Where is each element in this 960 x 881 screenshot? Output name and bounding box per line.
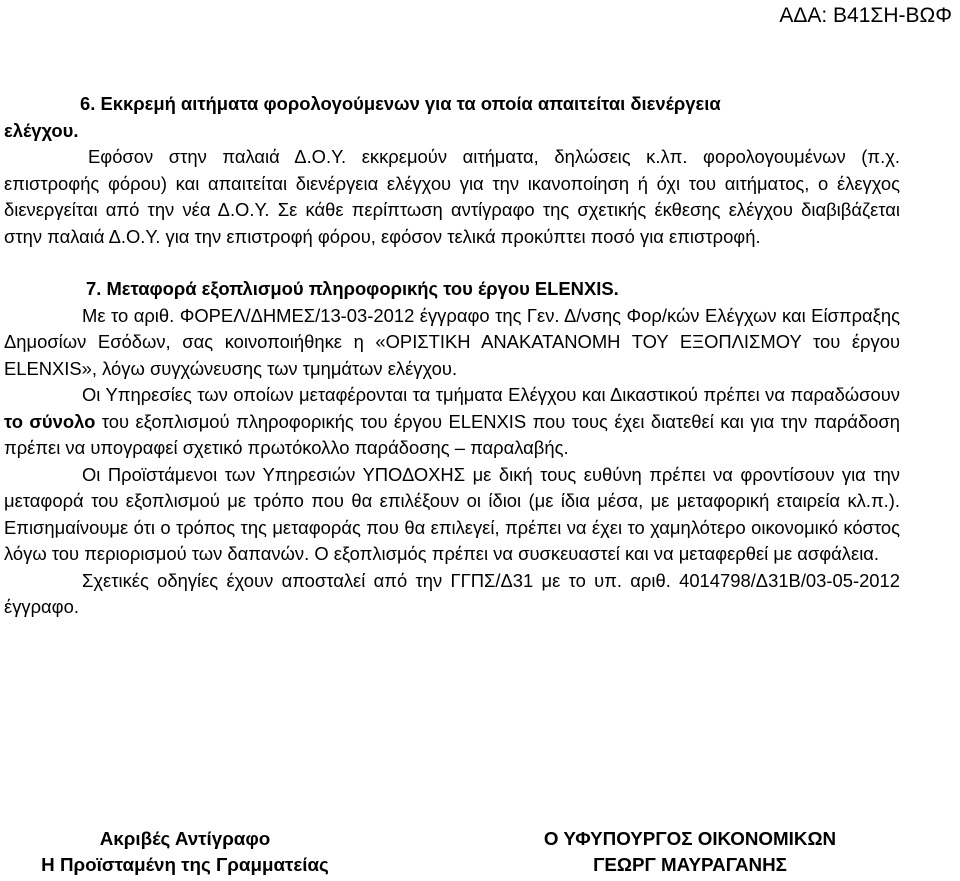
- deputy-minister-title: Ο ΥΦΥΠΟΥΡΓΟΣ ΟΙΚΟΝΟΜΙΚΩΝ: [543, 828, 837, 849]
- p2-text-after: του εξοπλισμού πληροφορικής του έργου ELENXIS που τους έχει διατεθεί και για την παράδοση πρέπει να υπογραφεί σχετικό πρωτόκολλο παράδοσης – παραλαβής.: [4, 410, 900, 458]
- section-6-heading: [4, 91, 900, 144]
- signature-block-right: [512, 826, 868, 878]
- p2-bold-text: το σύνολο: [4, 410, 96, 432]
- section-6-body: Εφόσον στην παλαιά Δ.Ο.Υ. εκκρεμούν αιτήματα, δηλώσεις κ.λπ. φορολογουμένων (π.χ. επιστροφής φόρου) και απαιτείται διενέργεια ελέγχου για την ικανοποίηση ή όχι του αιτήματος, ο έλεγχος διενεργείται από την νέα Δ.Ο.Υ. Σε κάθε περίπτωση αντίγραφο της σχετικής έκθεσης ελέγχου διαβιβάζεται στην παλαιά Δ.Ο.Υ. για την επιστροφή φόρου, εφόσον τελικά προκύπτει ποσό για επιστροφή.: [4, 146, 900, 247]
- document-ada-code: ΑΔΑ: Β41ΣΗ-ΒΩΦ: [779, 4, 952, 27]
- section-7-paragraph-2: [4, 382, 900, 462]
- section-6-heading-line1: 6. Εκκρεμή αιτήματα φορολογούμενων για τα οποία απαιτείται διενέργεια: [80, 93, 721, 114]
- section-7-paragraph-1: Με το αριθ. ΦΟΡΕΛ/ΔΗΜΕΣ/13-03-2012 έγγραφο της Γεν. Δ/νσης Φορ/κών Ελέγχων και Είσπραξης Δημοσίων Εσόδων, σας κοινοποιήθηκε η «ΟΡΙΣΤΙΚΗ ΑΝΑΚΑΤΑΝΟΜΗ ΤΟΥ ΕΞΟΠΛΙΣΜΟΥ του έργου ELENXIS», λόγω συγχώνευσης των τμημάτων ελέγχου.: [4, 304, 900, 379]
- section-7-heading: [4, 276, 900, 303]
- document-body: [4, 91, 900, 621]
- signature-block-left: [40, 826, 330, 878]
- p2-text-before: Οι Υπηρεσίες των οποίων μεταφέρονται τα τμήματα Ελέγχου και Δικαστικού πρέπει να παραδώσουν: [82, 384, 900, 405]
- section-7-paragraph-3: Οι Προϊστάμενοι των Υπηρεσιών ΥΠΟΔΟΧΗΣ με δική τους ευθύνη πρέπει να φροντίσουν για την μεταφορά του εξοπλισμού με τρόπο που θα επιλέξουν οι ίδιοι (με ίδια μέσα, με μεταφορική εταιρεία κλ.π.). Επισημαίνουμε ότι ο τρόπος της μεταφοράς που θα επιλεγεί, πρέπει να έχει το χαμηλότερο οικονομικό κόστος λόγω του περιορισμού των δαπανών. Ο εξοπλισμός πρέπει να συσκευαστεί και να μεταφερθεί με ασφάλεια.: [4, 463, 900, 564]
- deputy-minister-name: ΓΕΩΡΓ ΜΑΥΡΑΓΑΝΗΣ: [593, 854, 787, 875]
- section-7-heading-text: 7. Μεταφορά εξοπλισμού πληροφορικής του έργου ELENXIS.: [86, 278, 619, 299]
- section-7-paragraph-4: Σχετικές οδηγίες έχουν αποσταλεί από την ΓΓΠΣ/Δ31 με το υπ. αριθ. 4014798/Δ31Β/03-05-2012 έγγραφο.: [4, 569, 900, 617]
- certified-copy-label: Ακριβές Αντίγραφο: [99, 828, 271, 849]
- secretariat-head-label: Η Προϊσταμένη της Γραμματείας: [41, 854, 329, 875]
- section-6-heading-line2: ελέγχου.: [4, 119, 79, 141]
